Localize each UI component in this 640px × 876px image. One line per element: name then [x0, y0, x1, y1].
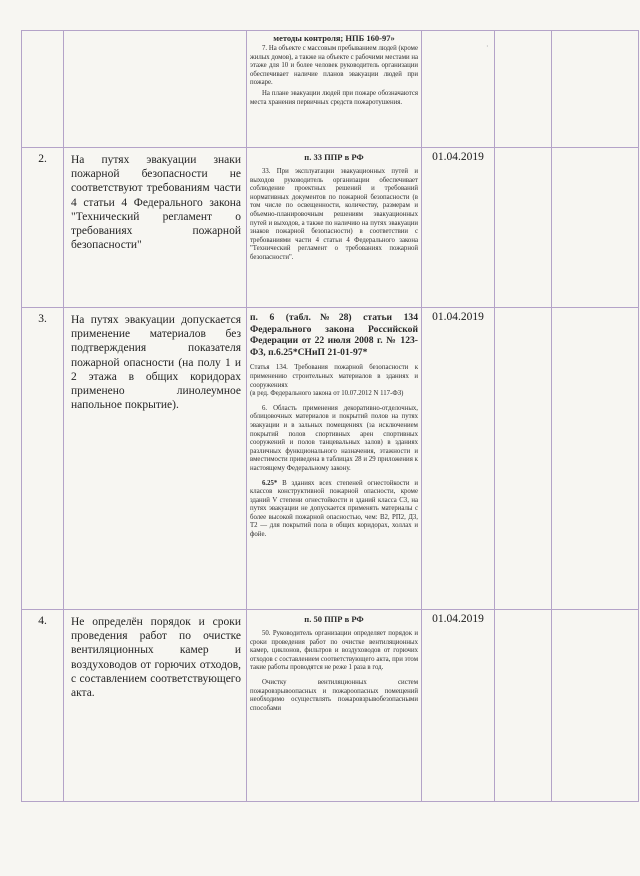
norm-reference-title: Статья 134. Требования пожарной безопасности к применению строительных материалов в зданиях и сооружениях: [250, 364, 418, 389]
violation-cell: [64, 31, 247, 148]
norm-cell: [247, 31, 422, 148]
violation-text: На путях эвакуации допускается применение материалов без подтверждения показателя пожарной опасности (на полу 1 и 2 этажа в общих коридорах применено линолеумное напольное покрытие).: [71, 314, 241, 412]
inspection-table: [21, 30, 639, 802]
norm-paragraph-text: В зданиях всех степеней огнестойкости и классов конструктивной пожарной опасности, кроме зданий V степени огнестойкости и зданий класса С3, на путях эвакуации не допускается применять материалы с более высокой пожарной опасностью, чем: В2, РП2, Д3, Т2 — для покрытий пола в общих коридорах, холлах и фойе.: [250, 479, 418, 539]
row-number-cell: [22, 308, 64, 610]
table-row: [22, 31, 639, 148]
empty-cell: [552, 31, 639, 148]
norm-heading: п. 33 ППР в РФ: [304, 152, 364, 162]
norm-paragraph: 6. Область применения декоративно-отделочных, облицовочных материалов и покрытий полов на путях эвакуации и в зальных помещениях (за исключением покрытий полов спортивных арен спортивных сооружений и полов танцевальных залов) в зданиях различных функционального назначения, этажности и вместимости приведена в таблицах 28 и 29 приложения к настоящему Федеральному закону.: [250, 404, 418, 472]
violation-text: [67, 33, 243, 36]
deadline-cell: [422, 610, 495, 802]
norm-paragraph-number: 6.25*: [262, 479, 278, 487]
row-number: [25, 33, 60, 36]
norm-heading: методы контроля; НПБ 160-97»: [273, 33, 395, 43]
row-number-cell: [22, 31, 64, 148]
row-number-cell: [22, 610, 64, 802]
empty-cell: [552, 610, 639, 802]
norm-paragraph: [250, 480, 418, 540]
norm-paragraph: 50. Руководитель организации определяет порядок и сроки проведения работ по очистке вентиляционных камер, циклонов, фильтров и воздуховодов от горючих отходов с составлением соответствующего акта, при этом такие работы проводятся не реже 1 раза в год.: [250, 630, 418, 672]
norm-cell: [247, 308, 422, 610]
empty-cell: [495, 31, 552, 148]
norm-heading: п. 6 (табл.№28) статьи 134 Федерального закона Российской Федерации от 22 июля 2008 г. № 123-ФЗ, п.6.25*СНиП 21-01-97*: [250, 312, 418, 358]
norm-cell: [247, 610, 422, 802]
deadline-date: [425, 33, 491, 34]
norm-paragraph: 33. При эксплуатации эвакуационных путей и выходов руководитель организации обеспечивает соблюдение проектных решений и требований нормативных документов по пожарной безопасности (в том числе по освещенности, количеству, размерам и объемно-планировочным решениям эвакуационных путей и выходов, а также по наличию на путях эвакуации знаков пожарной безопасности) в соответствии с требованиями части 4 статьи 4 Федерального закона "Технический регламент о требованиях пожарной безопасности".: [250, 168, 418, 261]
norm-reference-edition: (в ред. Федерального закона от 10.07.2012 N 117-ФЗ): [250, 390, 404, 398]
norm-heading: п. 50 ППР в РФ: [304, 614, 364, 624]
empty-cell: [552, 308, 639, 610]
table-row: [22, 308, 639, 610]
scan-speck: ·: [486, 42, 489, 51]
deadline-date: 01.04.2019: [432, 613, 484, 625]
empty-cell: [495, 308, 552, 610]
row-number: 2.: [38, 153, 47, 165]
violation-text: На путях эвакуации знаки пожарной безопасности не соответствуют требованиям части 4 статьи 4 Федерального закона "Технический регламент о требованиях пожарной безопасности": [71, 154, 241, 252]
table-row: [22, 148, 639, 308]
empty-cell: [552, 148, 639, 308]
deadline-date: 01.04.2019: [432, 311, 484, 323]
deadline-cell: [422, 31, 495, 148]
norm-paragraph: 7. На объекте с массовым пребыванием людей (кроме жилых домов), а также на объекте с рабочими местами на этаже для 10 и более человек руководитель организации обеспечивает наличие планов эвакуации людей при пожаре.: [250, 45, 418, 87]
violation-cell: [64, 610, 247, 802]
norm-paragraph: Очистку вентиляционных систем пожаровзрывоопасных и пожароопасных помещений необходимо осуществлять пожаровзрывобезопасными способами: [250, 678, 418, 712]
row-number-cell: [22, 148, 64, 308]
violation-text: Не определён порядок и сроки проведения работ по очистке вентиляционных камер и воздуховодов от горючих отходов, с составлением соответствующего акта.: [71, 616, 241, 700]
empty-cell: [495, 148, 552, 308]
empty-cell: [495, 610, 552, 802]
deadline-cell: [422, 308, 495, 610]
row-number: 3.: [38, 313, 47, 325]
violation-cell: [64, 148, 247, 308]
norm-paragraph: На плане эвакуации людей при пожаре обозначаются места хранения первичных средств пожаротушения.: [250, 89, 418, 106]
deadline-cell: [422, 148, 495, 308]
row-number: 4.: [38, 615, 47, 627]
table-row: [22, 610, 639, 802]
norm-cell: [247, 148, 422, 308]
violation-cell: [64, 308, 247, 610]
deadline-date: 01.04.2019: [432, 151, 484, 163]
